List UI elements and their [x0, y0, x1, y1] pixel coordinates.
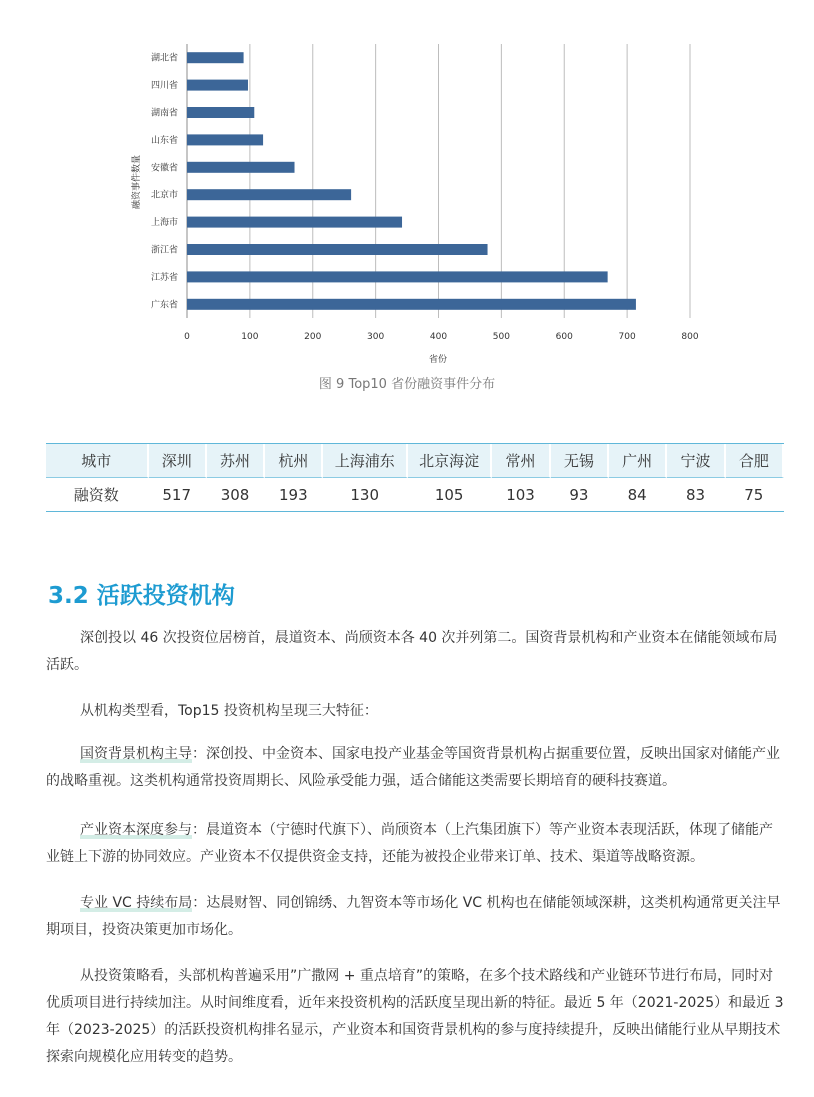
y-tick-label: 浙江省	[150, 245, 178, 256]
x-tick-label: 800	[681, 332, 699, 342]
city-financing-table	[46, 443, 784, 512]
y-tick-label: 湖北省	[150, 53, 178, 64]
x-tick-label: 600	[555, 332, 573, 342]
table-cell: 105	[408, 478, 492, 511]
intro-paragraph: 深创投以 46 次投资位居榜首，晨道资本、尚颀资本各 40 次并列第二。国资背景机构和产业资本在储能领域布局活跃。	[46, 630, 778, 673]
table-cell: 103	[492, 478, 550, 511]
feature-label: 产业资本深度参与	[80, 822, 192, 838]
y-axis-title: 融资事件数量	[132, 154, 142, 210]
x-tick-label: 500	[492, 332, 510, 342]
header-cell: 广州	[609, 444, 667, 478]
figure-caption: 图 9 Top10 省份融资事件分布	[318, 377, 496, 392]
x-tick-label: 700	[618, 332, 636, 342]
feature-label: 专业 VC 持续布局	[80, 895, 193, 911]
bar	[187, 162, 295, 173]
bar	[187, 271, 608, 282]
table-header-row	[46, 444, 784, 478]
header-cell: 苏州	[207, 444, 265, 478]
table-cell: 308	[207, 478, 265, 511]
y-tick-label: 山东省	[150, 135, 178, 146]
header-cell: 城市	[46, 444, 149, 478]
header-cell: 常州	[492, 444, 550, 478]
header-cell: 北京海淀	[408, 444, 492, 478]
feature-text: ：晨道资本（宁德时代旗下）、尚颀资本（上汽集团旗下）等产业资本表现活跃，体现了储能产业链上下游的协同效应。产业资本不仅提供资金支持，还能为被投企业带来订单、技术、渠道等战略资源。	[46, 822, 773, 865]
province-financing-chart	[0, 0, 814, 370]
y-tick-label: 北京市	[150, 190, 178, 201]
feature-paragraph	[46, 890, 784, 944]
bar	[187, 52, 244, 63]
feature-label: 国资背景机构主导	[80, 746, 192, 762]
x-axis-title: 省份	[428, 355, 448, 365]
table-cell: 84	[609, 478, 667, 511]
bar	[187, 189, 351, 200]
x-tick-label: 200	[304, 332, 322, 342]
feature-paragraph	[46, 817, 784, 871]
header-cell: 深圳	[149, 444, 207, 478]
bar	[187, 244, 488, 255]
bar	[187, 299, 636, 310]
y-tick-label: 四川省	[150, 81, 178, 92]
y-tick-label: 广东省	[150, 300, 178, 311]
y-tick-label: 湖南省	[150, 108, 178, 119]
table-cell: 130	[323, 478, 407, 511]
x-tick-label: 400	[429, 332, 448, 342]
bar	[187, 107, 254, 118]
header-cell: 上海浦东	[323, 444, 407, 478]
lead-paragraph: 从机构类型看，Top15 投资机构呈现三大特征：	[80, 703, 378, 719]
header-cell: 杭州	[265, 444, 323, 478]
row-label: 融资数	[46, 478, 149, 511]
y-tick-label: 江苏省	[150, 272, 178, 283]
header-cell: 无锡	[551, 444, 609, 478]
section-heading: 3.2 活跃投资机构	[48, 583, 235, 609]
x-tick-label: 0	[184, 332, 190, 342]
y-tick-label: 安徽省	[150, 163, 178, 174]
x-tick-label: 300	[367, 332, 385, 342]
header-cell: 合肥	[726, 444, 784, 478]
table-cell: 83	[667, 478, 725, 511]
bar	[187, 80, 248, 91]
table-cell: 93	[551, 478, 609, 511]
x-tick-label: 100	[241, 332, 259, 342]
table-cell: 75	[726, 478, 784, 511]
feature-paragraph	[46, 741, 784, 795]
bar	[187, 217, 402, 228]
table-cell: 517	[149, 478, 207, 511]
closing-paragraph: 从投资策略看，头部机构普遍采用”广撒网 + 重点培育”的策略，在多个技术路线和产业链环节进行布局，同时对优质项目进行持续加注。从时间维度看，近年来投资机构的活跃度呈现出新的特征。最近 5 年（2021-2025）和最近 3 年（2023-2025）的活跃投资机构排名显示，产业资本和国资背景机构的参与度持续提升，反映出储能行业从早期技术探索向规模化应用转变的趋势。	[46, 968, 784, 1065]
table-cell: 193	[265, 478, 323, 511]
feature-text: ：深创投、中金资本、国家电投产业基金等国资背景机构占据重要位置，反映出国家对储能产业的战略重视。这类机构通常投资周期长、风险承受能力强，适合储能这类需要长期培育的硬科技赛道。	[46, 746, 780, 789]
feature-text: ：达晨财智、同创锦绣、九智资本等市场化 VC 机构也在储能领域深耕，这类机构通常更关注早期项目，投资决策更加市场化。	[46, 895, 781, 938]
table-row	[46, 478, 784, 511]
y-tick-label: 上海市	[150, 218, 178, 229]
bar	[187, 134, 263, 145]
header-cell: 宁波	[667, 444, 725, 478]
